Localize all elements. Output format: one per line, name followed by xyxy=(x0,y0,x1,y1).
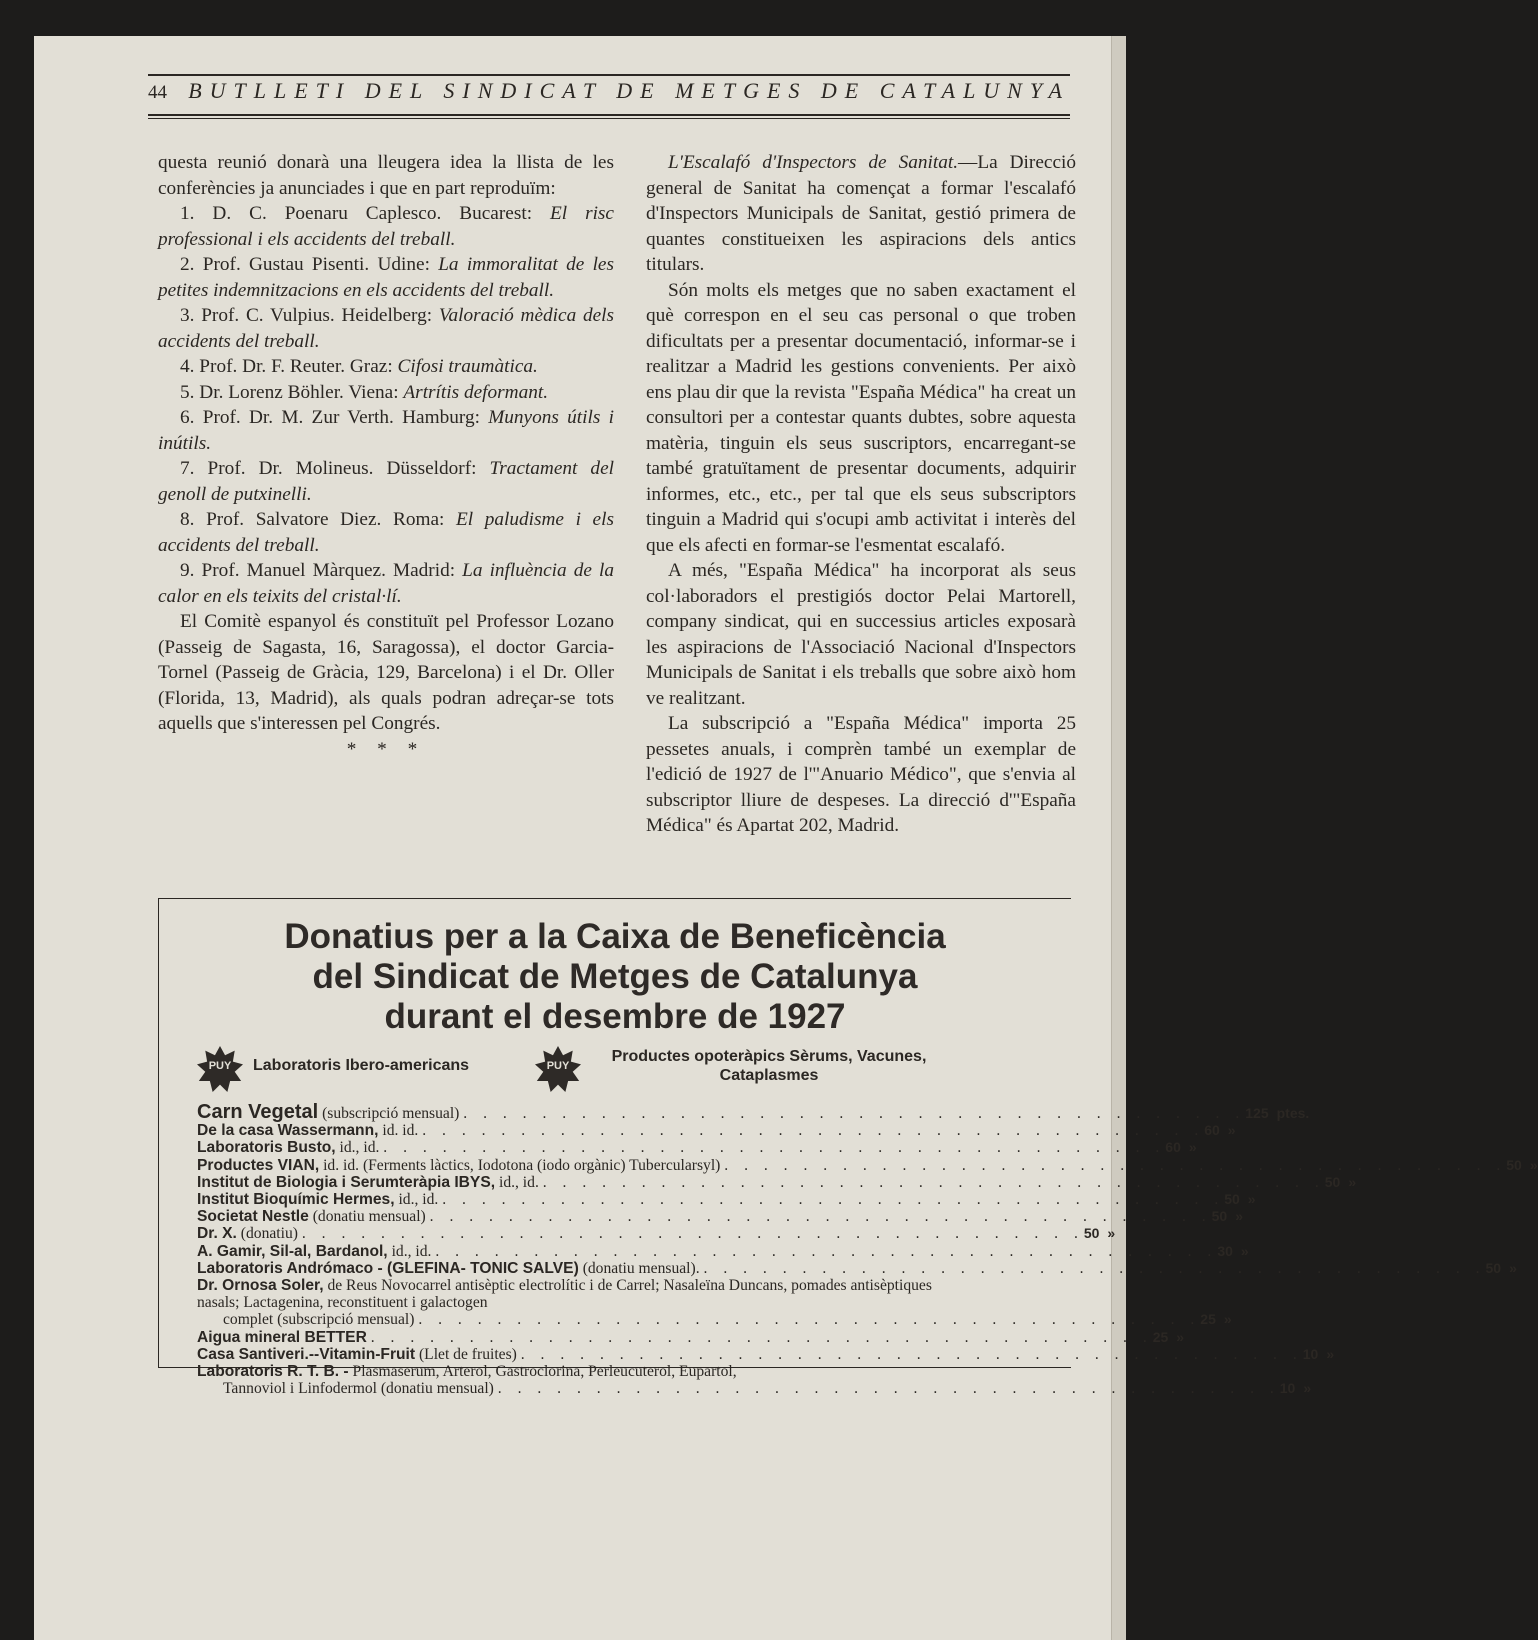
lecture-number: 6. xyxy=(180,407,195,428)
donation-unit: » xyxy=(1303,1380,1312,1397)
sponsor-right-products xyxy=(589,1047,949,1085)
right-column xyxy=(646,150,1076,839)
page-number: 44 xyxy=(148,82,167,103)
running-title: BUTLLETI DEL SINDICAT DE METGES DE CATALUNYA xyxy=(188,78,1070,103)
lecture-title: Munyons útils i inútils. xyxy=(158,407,614,454)
donation-unit: » xyxy=(1240,1242,1249,1259)
donation-continuation: complet (subscripció mensual) xyxy=(223,1311,415,1329)
lecture-author: Prof. Dr. Molineus. Düsseldorf: xyxy=(207,458,477,479)
donation-name: De la casa Wassermann, xyxy=(197,1122,379,1140)
lecture-item xyxy=(158,558,614,609)
leader-dots: . . . . . . . . . . . . . . . . . . . . . . . . . . . . . . . . . . . . . . . . xyxy=(435,1242,1218,1260)
donation-name: Laboratoris Busto, xyxy=(197,1139,336,1157)
lecture-author: Prof. Dr. F. Reuter. Graz: xyxy=(199,356,393,377)
donation-row xyxy=(197,1328,1185,1346)
donation-unit: » xyxy=(1107,1225,1116,1242)
lecture-title: Artrítis deformant. xyxy=(403,381,549,403)
donation-name: Carn Vegetal xyxy=(197,1101,319,1123)
leader-dots: . . . . . . . . . . . . . . . . . . . . . . . . . . . . . . . . . . . . . . . . xyxy=(383,1139,1166,1157)
subscripcio-paragraph: La subscripció a "España Médica" importa 25 pessetes anuals, i comprèn també un exemplar de l'edició de 1927 de l'"Anuario Médico", que s'envia al subscriptor lliure de despeses. La direcció d'"España Médica" és Apartat 202, Madrid. xyxy=(646,713,1076,836)
donation-row xyxy=(197,1101,1310,1123)
lecture-number: 9. xyxy=(180,560,195,581)
lecture-number: 7. xyxy=(180,458,195,479)
lecture-title: Valoració mèdica dels accidents del treball. xyxy=(158,305,614,352)
donation-text xyxy=(197,1101,1246,1123)
leader-dots: . . . . . . . . . . . . . . . . . . . . . . . . . . . . . . . . . . . . . . . . xyxy=(463,1105,1246,1122)
donation-name: Dr. X. xyxy=(197,1225,237,1243)
donation-amount: 50 xyxy=(1224,1191,1240,1208)
donations-title-line: durant el desembre de 1927 xyxy=(384,997,846,1036)
donation-row xyxy=(197,1156,1538,1174)
donation-name: Institut de Biologia i Serumteràpia IBYS, xyxy=(197,1173,496,1191)
donation-amount: 30 xyxy=(1217,1242,1233,1259)
lecture-item xyxy=(158,456,614,507)
leader-dots: . . . . . . . . . . . . . . . . . . . . . . . . . . . . . . . . . . . . . . . . xyxy=(370,1328,1153,1346)
sponsor-right-line: Productes opoteràpics Sèrums, Vacunes, xyxy=(611,1048,927,1065)
donation-description: id. id. xyxy=(382,1122,419,1140)
donation-name: Casa Santiveri.--Vitamin-Fruit xyxy=(197,1345,416,1363)
lecture-item xyxy=(158,354,614,380)
donation-text xyxy=(197,1157,1506,1174)
lecture-author: Prof. C. Vulpius. Heidelberg: xyxy=(201,305,433,326)
sponsor-right-line: Cataplasmes xyxy=(719,1067,819,1084)
donation-row xyxy=(197,1225,1116,1243)
donation-description: id., id. xyxy=(398,1191,439,1209)
donation-name: Dr. Ornosa Soler, xyxy=(197,1277,324,1295)
donation-name: Productes VIAN, xyxy=(197,1156,320,1174)
donation-name: Aigua mineral BETTER xyxy=(197,1328,367,1346)
lecture-number: 5. xyxy=(180,381,195,403)
donation-row xyxy=(197,1173,1357,1191)
donation-unit: » xyxy=(1176,1328,1185,1345)
lecture-author: Prof. Dr. M. Zur Verth. Hamburg: xyxy=(202,407,480,428)
donation-row xyxy=(197,1363,1067,1380)
escalafo-paragraph xyxy=(646,150,1076,278)
donation-description: id. id. (Ferments làctics, Iodotona (iodo orgànic) Tubercularsyl) xyxy=(323,1156,721,1174)
donation-row xyxy=(197,1259,1517,1277)
lecture-author: D. C. Poenaru Caplesco. Bucarest: xyxy=(212,203,533,224)
lecture-title: El risc professional i els accidents del treball. xyxy=(158,203,614,250)
donation-text xyxy=(197,1260,1486,1277)
leader-dots: . . . . . . . . . . . . . . . . . . . . . . . . . . . . . . . . . . . . . . . . xyxy=(703,1259,1486,1277)
lecture-number: 4. xyxy=(180,356,195,377)
donation-unit: » xyxy=(1509,1259,1517,1276)
left-column xyxy=(158,150,614,762)
puy-logo-text: PUY xyxy=(208,1060,232,1072)
puy-logo-icon xyxy=(197,1046,243,1092)
donations-box xyxy=(158,898,1538,1398)
donation-text xyxy=(197,1311,1200,1328)
leader-dots: . . . . . . . . . . . . . . . . . . . . . . . . . . . . . . . . . . . . . . . . xyxy=(497,1380,1280,1398)
leader-dots: . . . . . . . . . . . . . . . . . . . . . . . . . . . . . . . . . . . . . . . . xyxy=(442,1191,1225,1209)
leader-dots: . . . . . . . . . . . . . . . . . . . . . . . . . . . . . . . . . . . . . . . . xyxy=(422,1122,1205,1140)
donation-description: id., id. xyxy=(339,1139,380,1157)
donation-text xyxy=(197,1225,1084,1242)
donation-row xyxy=(197,1242,1249,1260)
donation-description: (donatiu mensual) xyxy=(312,1208,426,1226)
donation-amount: 50 xyxy=(1485,1259,1502,1276)
lecture-number: 1. xyxy=(180,203,195,224)
donation-description: id., id. xyxy=(391,1242,432,1260)
sponsor-banner xyxy=(197,1042,1017,1098)
donation-text xyxy=(197,1139,1165,1156)
donation-text xyxy=(197,1329,1153,1346)
donation-text xyxy=(197,1191,1224,1208)
donation-name: Laboratoris Andrómaco - (GLEFINA- TONIC SALVE) xyxy=(197,1259,579,1277)
section-separator: * * * xyxy=(346,738,426,760)
lecture-author: Prof. Manuel Màrquez. Madrid: xyxy=(201,560,456,581)
donation-amount: 10 xyxy=(1279,1380,1296,1397)
escalafo-text: —La Direcció general de Sanitat ha començat a formar l'escalafó d'Inspectors Municipals de Sanitat, gestió primera de quantes constitueixen les aspiracions dels antics titulars. xyxy=(646,152,1077,275)
lecture-item xyxy=(158,507,614,558)
lecture-item xyxy=(158,380,614,406)
donation-description: (donatiu) xyxy=(240,1225,298,1243)
lecture-title: La influència de la calor en els teixits del cristal·lí. xyxy=(158,560,614,607)
donation-name: A. Gamir, Sil-al, Bardanol, xyxy=(197,1242,388,1260)
puy-logo-icon xyxy=(535,1046,581,1092)
donation-description: Plasmaserum, Arterol, Gastroclorina, Perleucuterol, Eupartol, xyxy=(352,1363,737,1381)
donation-unit: » xyxy=(1188,1139,1197,1156)
header-rule-thin xyxy=(148,118,1070,119)
donation-amount: 10 xyxy=(1302,1345,1319,1362)
committee-paragraph: El Comitè espanyol és constituït pel Professor Lozano (Passeig de Sagasta, 16, Saragossa), el doctor Garcia-Tornel (Passeig de Gràcia, 129, Barcelona) i el Dr. Oller (Florida, 13, Madrid), als quals podran adreçar-se tots aquells que s'interessen pel Congrés. xyxy=(158,611,614,734)
consultori-paragraph: Són molts els metges que no saben exactament el què correspon en el seu cas personal o que troben dificultats per a presentar documentació, informar-se i realitzar a Madrid les gestions convenients. Per això ens plau dir que la revista "España Médica" ha creat un consultori per a contestar quants dubtes, sobre aquesta matèria, tinguin els seus suscriptors, encarregant-se també gratuïtament de presentar documents, adquirir informes, etc., etc., per tal que els seus subscriptors tinguin a Madrid qui s'ocupi amb activitat i interès del que els afecti en formar-se l'esmentat escalafó. xyxy=(646,279,1076,556)
leader-dots: . . . . . . . . . . . . . . . . . . . . . . . . . . . . . . . . . . . . . . . . xyxy=(520,1345,1303,1363)
intro-paragraph: questa reunió donarà una lleugera idea la llista de les conferències ja anunciades i que en part reproduïm: xyxy=(158,152,614,199)
donation-row xyxy=(197,1208,1244,1226)
donation-description: (subscripció mensual) xyxy=(322,1105,460,1122)
donation-unit: » xyxy=(1326,1345,1335,1362)
lecture-list xyxy=(158,201,614,609)
donation-name: Societat Nestle xyxy=(197,1208,309,1226)
donation-description: (donatiu mensual). xyxy=(582,1259,700,1277)
donation-unit: » xyxy=(1348,1173,1357,1190)
leader-dots: . . . . . . . . . . . . . . . . . . . . . . . . . . . . . . . . . . . . . . . . xyxy=(542,1173,1325,1191)
leader-dots: . . . . . . . . . . . . . . . . . . . . . . . . . . . . . . . . . . . . . . . . xyxy=(724,1156,1507,1174)
lecture-item xyxy=(158,303,614,354)
donation-unit: ptes. xyxy=(1276,1105,1310,1121)
donation-amount: 50 xyxy=(1324,1173,1341,1190)
escalafo-title: L'Escalafó d'Inspectors de Sanitat. xyxy=(668,152,959,173)
donation-text xyxy=(197,1208,1212,1225)
donation-text xyxy=(197,1122,1204,1139)
leader-dots: . . . . . . . . . . . . . . . . . . . . . . . . . . . . . . . . . . . . . . . . xyxy=(301,1225,1084,1243)
donation-amount: 50 xyxy=(1211,1208,1228,1225)
lecture-title: El paludisme i els accidents del treball. xyxy=(158,509,614,556)
donation-unit: » xyxy=(1529,1156,1538,1173)
leader-dots: . . . . . . . . . . . . . . . . . . . . . . . . . . . . . . . . . . . . . . . . xyxy=(429,1208,1212,1226)
donation-row-continued xyxy=(197,1311,1232,1329)
lecture-number: 3. xyxy=(180,305,195,326)
donation-unit: » xyxy=(1235,1208,1244,1225)
donation-amount: 50 xyxy=(1083,1225,1100,1242)
sponsor-left-name: Laboratoris Ibero-americans xyxy=(253,1057,470,1074)
donation-row xyxy=(197,1122,1236,1140)
donation-name: Institut Bioquímic Hermes, xyxy=(197,1191,395,1209)
martorell-paragraph: A més, "España Médica" ha incorporat als seus col·laboradors el prestigiós doctor Pelai Martorell, company sindicat, qui en successius articles exposarà les aspiracions de l'Associació Nacional d'Inspectors Municipals de Sanitat i els treballs que sobre això hom ve realitzant. xyxy=(646,560,1076,709)
donations-title-line: Donatius per a la Caixa de Beneficència xyxy=(284,917,946,956)
donation-unit: » xyxy=(1227,1122,1236,1139)
donation-amount: 25 xyxy=(1200,1311,1216,1328)
donation-text xyxy=(197,1346,1303,1363)
donation-amount: 60 xyxy=(1204,1122,1220,1139)
donations-title-line: del Sindicat de Metges de Catalunya xyxy=(312,957,918,996)
donation-row xyxy=(197,1345,1335,1363)
donation-text xyxy=(197,1363,971,1380)
header-rule-top xyxy=(148,74,1070,76)
donation-row xyxy=(197,1277,1067,1311)
donation-text xyxy=(197,1277,971,1311)
lecture-item xyxy=(158,201,614,252)
donation-amount: 125 xyxy=(1245,1105,1269,1121)
lecture-author: Prof. Gustau Pisenti. Udine: xyxy=(202,254,430,275)
puy-logo-text: PUY xyxy=(546,1060,570,1072)
leader-dots: . . . . . . . . . . . . . . . . . . . . . . . . . . . . . . . . . . . . . . . . xyxy=(418,1311,1201,1329)
donation-amount: 50 xyxy=(1506,1156,1522,1173)
lecture-item xyxy=(158,405,614,456)
lecture-title: Cifosi traumàtica. xyxy=(397,356,538,377)
donation-description: de Reus Novocarrel antisèptic electrolític i de Carrel; Nasaleïna Duncans, pomades antisèptiques nasals; Lactagenina, reconstituent i galactogen xyxy=(197,1277,932,1312)
lecture-number: 8. xyxy=(180,509,195,530)
lecture-author: Prof. Salvatore Diez. Roma: xyxy=(206,509,445,530)
donation-continuation: Tannoviol i Linfodermol (donatiu mensual) xyxy=(223,1380,494,1398)
lecture-title: Tractament del genoll de putxinelli. xyxy=(158,458,614,505)
donation-amount: 60 xyxy=(1165,1139,1181,1156)
lecture-author: Dr. Lorenz Böhler. Viena: xyxy=(199,381,399,403)
donations-title xyxy=(159,917,1071,1037)
donations-list xyxy=(197,1101,1538,1398)
header-rule-bottom xyxy=(148,114,1070,116)
donation-name: Laboratoris R. T. B. - xyxy=(197,1363,349,1381)
lecture-item xyxy=(158,252,614,303)
lecture-number: 2. xyxy=(180,254,195,275)
donation-row xyxy=(197,1191,1256,1209)
donation-row xyxy=(197,1139,1197,1157)
donation-description: (Llet de fruites) xyxy=(418,1345,517,1363)
donation-unit: » xyxy=(1247,1191,1256,1208)
donation-amount: 25 xyxy=(1152,1328,1169,1345)
page-edge xyxy=(1111,36,1126,1640)
donation-unit: » xyxy=(1223,1311,1232,1328)
running-header xyxy=(148,72,1070,121)
lecture-title: La immoralitat de les petites indemnitzacions en els accidents del treball. xyxy=(158,254,614,301)
donation-description: id., id. xyxy=(498,1173,539,1191)
donation-text xyxy=(197,1380,1280,1397)
donation-row-continued xyxy=(197,1380,1312,1398)
donation-text xyxy=(197,1243,1217,1260)
donation-text xyxy=(197,1174,1325,1191)
